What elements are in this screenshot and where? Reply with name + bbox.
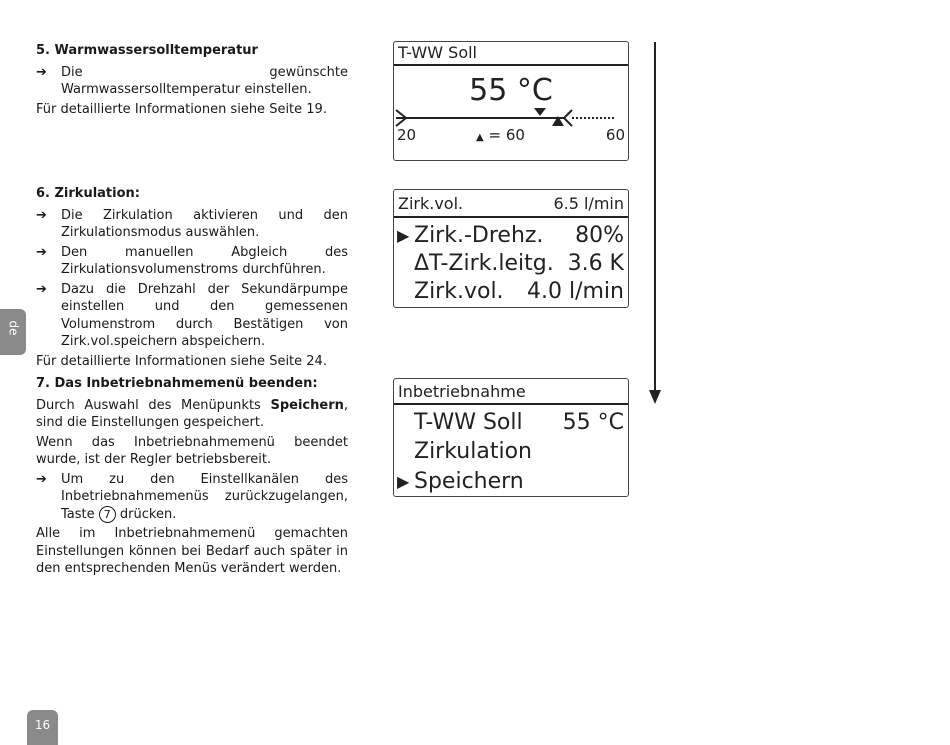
section-6-note: Für detaillierte Informationen siehe Seite 24. bbox=[36, 353, 327, 369]
lcd-row: Zirkulation bbox=[414, 439, 532, 464]
lcd-temperature-value: 55 °C bbox=[469, 73, 553, 108]
section-7-para-1: Durch Auswahl des Menüpunkts Speichern, sind die Einstellungen gespeichert. bbox=[36, 397, 348, 430]
section-6-bullet-1: ➔ Die Zirkulation aktivieren und den Zirkulationsmodus auswählen. bbox=[36, 207, 348, 240]
flow-arrow-down-icon bbox=[648, 42, 662, 406]
lcd-header: T-WW Soll bbox=[394, 42, 628, 66]
lcd-header: Inbetriebnahme bbox=[394, 379, 628, 405]
slider-value-triangle-icon bbox=[534, 108, 546, 116]
section-6-bullet-3: ➔ Dazu die Drehzahl der Sekundärpumpe einstellen und den gemessenen Volumenstrom durch Bestätigen von Zirk.vol.speichern abspeichern. bbox=[36, 281, 348, 349]
section-6-bullet-2: ➔ Den manuellen Abgleich des Zirkulationsvolumenstroms durchführen. bbox=[36, 244, 348, 277]
lcd-screen-inbetriebnahme bbox=[393, 378, 629, 497]
section-5-note: Für detaillierte Informationen siehe Seite 19. bbox=[36, 101, 327, 117]
section-6-title: 6. Zirkulation: bbox=[36, 186, 140, 201]
section-5 bbox=[36, 42, 348, 120]
triangle-right-icon: ▶ bbox=[397, 226, 410, 245]
arrow-right-icon: ➔ bbox=[36, 281, 47, 297]
section-7-para-3: Alle im Inbetriebnahmemenü gemachten Einstellungen können bei Bedarf auch später in den entsprechenden Menüs verändert werden. bbox=[36, 526, 348, 576]
arrow-right-icon: ➔ bbox=[36, 207, 47, 223]
arrow-right-icon: ➔ bbox=[36, 64, 47, 80]
lcd-row: ΔT-Zirk.leitg. 3.6 K bbox=[414, 251, 624, 276]
section-5-bullet: ➔ Die gewünschte Warmwassersolltemperatur einstellen. bbox=[36, 64, 348, 97]
language-tab: de bbox=[0, 309, 26, 355]
page-number: 16 bbox=[27, 710, 58, 745]
section-7-bullet: ➔ Um zu den Einstellkanälen des Inbetriebnahmemenüs zurückzugelangen, Taste 7 drücken. bbox=[36, 471, 348, 522]
lcd-row: Speichern bbox=[414, 469, 524, 494]
lcd-screen-zirkulation bbox=[393, 189, 629, 308]
lcd-row: Zirk.vol. 4.0 l/min bbox=[414, 279, 624, 304]
lcd-row: T-WW Soll 55 °C bbox=[414, 410, 624, 435]
triangle-right-icon: ▶ bbox=[397, 472, 410, 491]
lcd-row: Zirk.-Drehz. 80% bbox=[414, 223, 624, 248]
triangle-up-icon: ▲ bbox=[476, 132, 484, 143]
lcd-header: Zirk.vol. 6.5 l/min bbox=[394, 190, 628, 218]
section-6 bbox=[36, 185, 348, 372]
slider-max-label: 60 bbox=[605, 126, 625, 144]
lcd-screen-ww-soll bbox=[393, 41, 629, 161]
arrow-right-icon: ➔ bbox=[36, 244, 47, 260]
section-7 bbox=[36, 375, 348, 580]
section-7-title: 7. Das Inbetriebnahmemenü beenden: bbox=[36, 376, 318, 391]
section-7-para-2: Wenn das Inbetriebnahmemenü beendet wurde, ist der Regler betriebsbereit. bbox=[36, 434, 348, 467]
slider-mid-label: ▲ = 60 bbox=[476, 126, 525, 144]
section-5-title: 5. Warmwassersolltemperatur bbox=[36, 43, 258, 58]
key-7-icon: 7 bbox=[99, 506, 116, 523]
arrow-right-icon: ➔ bbox=[36, 471, 47, 487]
slider-right-marker-icon bbox=[564, 110, 572, 126]
slider-min-label: 20 bbox=[397, 126, 417, 144]
